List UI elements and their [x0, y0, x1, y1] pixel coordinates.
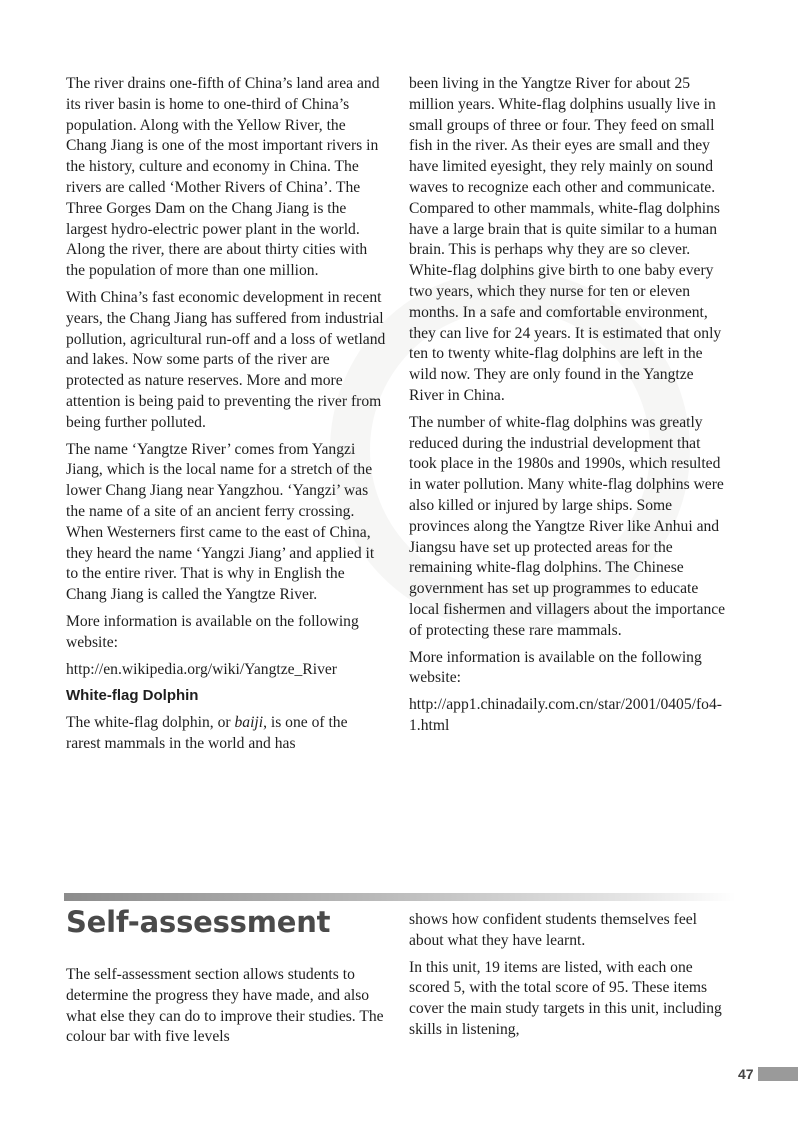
more-info-text: More information is available on the following website: [66, 612, 359, 651]
paragraph [66, 713, 386, 755]
more-info-text: More information is available on the following website: [409, 648, 702, 687]
paragraph: The self-assessment section allows students to determine the progress they have made, and also what else they can do to improve their studies. The colour bar with five levels [66, 966, 384, 1046]
page-footer [738, 1066, 798, 1082]
paragraph: been living in the Yangtze River for about 25 million years. White-flag dolphins usually live in small groups of three or four. They feed on small fish in the river. As their eyes are small and they have limited eyesight, they rely mainly on sound waves to recognize each other and communicate. Compared to other mammals, white-flag dolphins have a large brain that is quite similar to a human brain. This is perhaps why they are so clever. White-flag dolphins give birth to one baby every two years, which they nurse for ten or eleven months. In a safe and comfortable environment, they can live for 24 years. It is estimated that only ten to twenty white-flag dolphins are left in the wild now. They are only found in the Yangtze River in China. [409, 75, 722, 404]
section-subheading: White-flag Dolphin [66, 687, 199, 705]
text-run: The white-flag dolphin, or [66, 714, 235, 732]
italic-term: baiji [234, 714, 264, 732]
page-tab-bar [758, 1067, 798, 1081]
section-title: Self-assessment [66, 905, 331, 939]
paragraph: The river drains one-fifth of China’s land area and its river basin is home to one-third of China’s population. Along with the Yellow River, the Chang Jiang is one of the most important rivers in the history, culture and economy in China. The rivers are called ‘Mother Rivers of China’. The Three Gorges Dam on the Chang Jiang is the largest hydro-electric power plant in the world. Along the river, there are about thirty cities with the population of more than one million. [66, 75, 380, 280]
paragraph: The number of white-flag dolphins was greatly reduced during the industrial development that took place in the 1980s and 1990s, which resulted in water pollution. Many white-flag dolphins were also killed or injured by large ships. Some provinces along the Yangtze River like Anhui and Jiangsu have set up protected areas for the remaining white-flag dolphins. The Chinese government has set up programmes to educate local fishermen and villagers about the importance of protecting these rare mammals. [409, 413, 726, 639]
website-link[interactable]: http://app1.chinadaily.com.cn/star/2001/0405/fo4-1.html [409, 696, 722, 734]
paragraph: With China’s fast economic development in recent years, the Chang Jiang has suffered from industrial pollution, agricultural run-off and a loss of wetland and lakes. Now some parts of the river are protected as nature reserves. More and more attention is being paid to preventing the river from being further polluted. [66, 288, 386, 431]
text-run: , is one of the rarest mammals in the world and has [66, 714, 348, 752]
website-link[interactable]: http://en.wikipedia.org/wiki/Yangtze_River [66, 660, 337, 678]
paragraph: shows how confident students themselves feel about what they have learnt. [409, 911, 697, 949]
left-column [66, 74, 386, 761]
paragraph: In this unit, 19 items are listed, with each one scored 5, with the total score of 95. These items cover the main study targets in this unit, including skills in listening, [409, 958, 722, 1038]
section-divider-bar [64, 893, 736, 901]
paragraph: The name ‘Yangtze River’ comes from Yangzi Jiang, which is the local name for a stretch of the lower Chang Jiang near Yangzhou. ‘Yangzi’ was the name of a site of an ancient ferry crossing. When Westerners first came to the east of China, they heard the name ‘Yangzi Jiang’ and applied it to the entire river. That is why in English the Chang Jiang is called the Yangtze River. [66, 440, 375, 604]
self-assessment-left [66, 965, 386, 1054]
self-assessment-right [409, 910, 731, 1047]
page-number: 47 [738, 1066, 754, 1082]
right-column [409, 74, 731, 743]
